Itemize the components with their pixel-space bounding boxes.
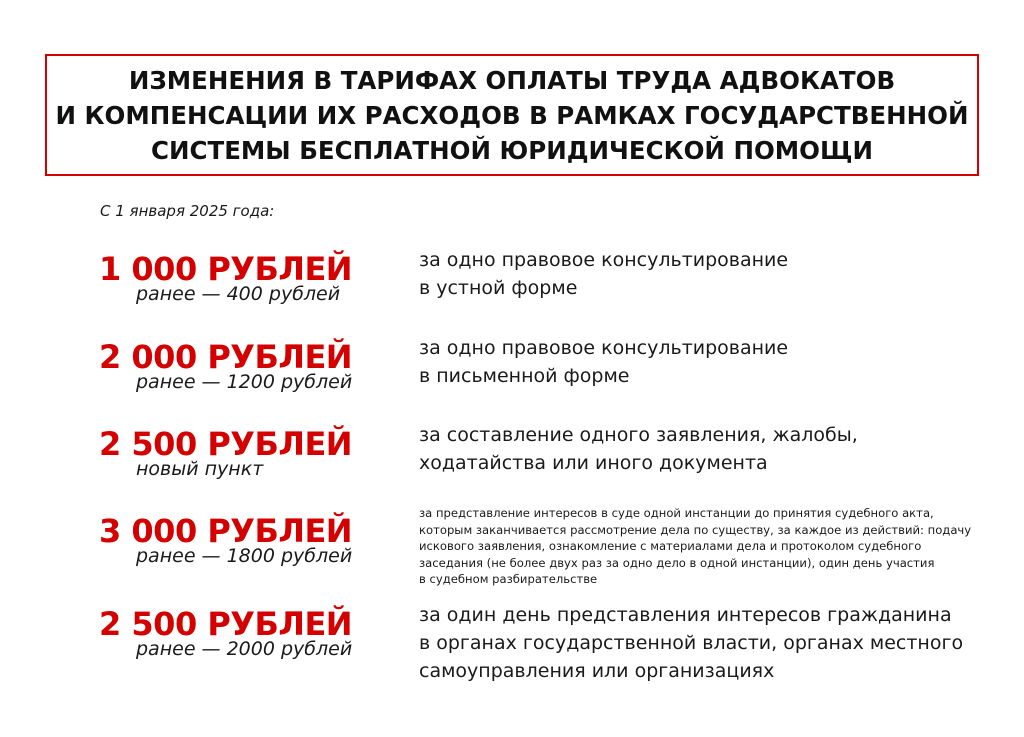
title-box (45, 54, 979, 176)
description (419, 601, 979, 685)
date-label: С 1 января 2025 года: (100, 202, 275, 220)
description-line: за представление интересов в суде одной инстанции до принятия судебного акта, (419, 506, 934, 520)
description-line: за одно правовое консультирование (419, 249, 789, 271)
description-line: искового заявления, ознакомление с материалами дела и протоколом судебного (419, 539, 922, 553)
title-line: И КОМПЕНСАЦИИ ИХ РАСХОДОВ В РАМКАХ ГОСУДАРСТВЕННОЙ (55, 100, 969, 130)
price: 2 000 РУБЛЕЙ (99, 338, 353, 376)
previous-price: ранее — 1200 рублей (136, 371, 353, 393)
description (419, 246, 979, 302)
title-line: ИЗМЕНЕНИЯ В ТАРИФАХ ОПЛАТЫ ТРУДА АДВОКАТОВ (128, 65, 896, 95)
previous-price: ранее — 1800 рублей (136, 545, 353, 567)
description-line: которым заканчивается рассмотрение дела по существу, за каждое из действий: подачу (419, 522, 972, 537)
description-line: заседания (не более двух раз за одно дело в одной инстанции), один день участия (419, 555, 935, 570)
price: 2 500 РУБЛЕЙ (99, 425, 353, 463)
description-line: за составление одного заявления, жалобы, (419, 424, 858, 446)
description (419, 505, 989, 588)
price: 2 500 РУБЛЕЙ (99, 605, 353, 643)
description-line: за один день представления интересов гражданина (419, 604, 952, 626)
previous-price: ранее — 400 рублей (136, 283, 341, 305)
description-line: в письменной форме (419, 365, 630, 387)
price: 3 000 РУБЛЕЙ (99, 512, 353, 550)
description-line: в органах государственной власти, органах местного (419, 632, 964, 654)
description-line: ходатайства или иного документа (419, 452, 768, 474)
description (419, 334, 979, 390)
description-line: за одно правовое консультирование (419, 337, 789, 359)
description-line: в судебном разбирательстве (419, 572, 598, 586)
previous-price: новый пункт (136, 458, 264, 480)
previous-price: ранее — 2000 рублей (136, 638, 353, 660)
title-line: СИСТЕМЫ БЕСПЛАТНОЙ ЮРИДИЧЕСКОЙ ПОМОЩИ (151, 135, 873, 165)
description (419, 421, 979, 477)
price: 1 000 РУБЛЕЙ (99, 250, 353, 288)
description-line: самоуправления или организациях (419, 660, 775, 682)
description-line: в устной форме (419, 277, 578, 299)
